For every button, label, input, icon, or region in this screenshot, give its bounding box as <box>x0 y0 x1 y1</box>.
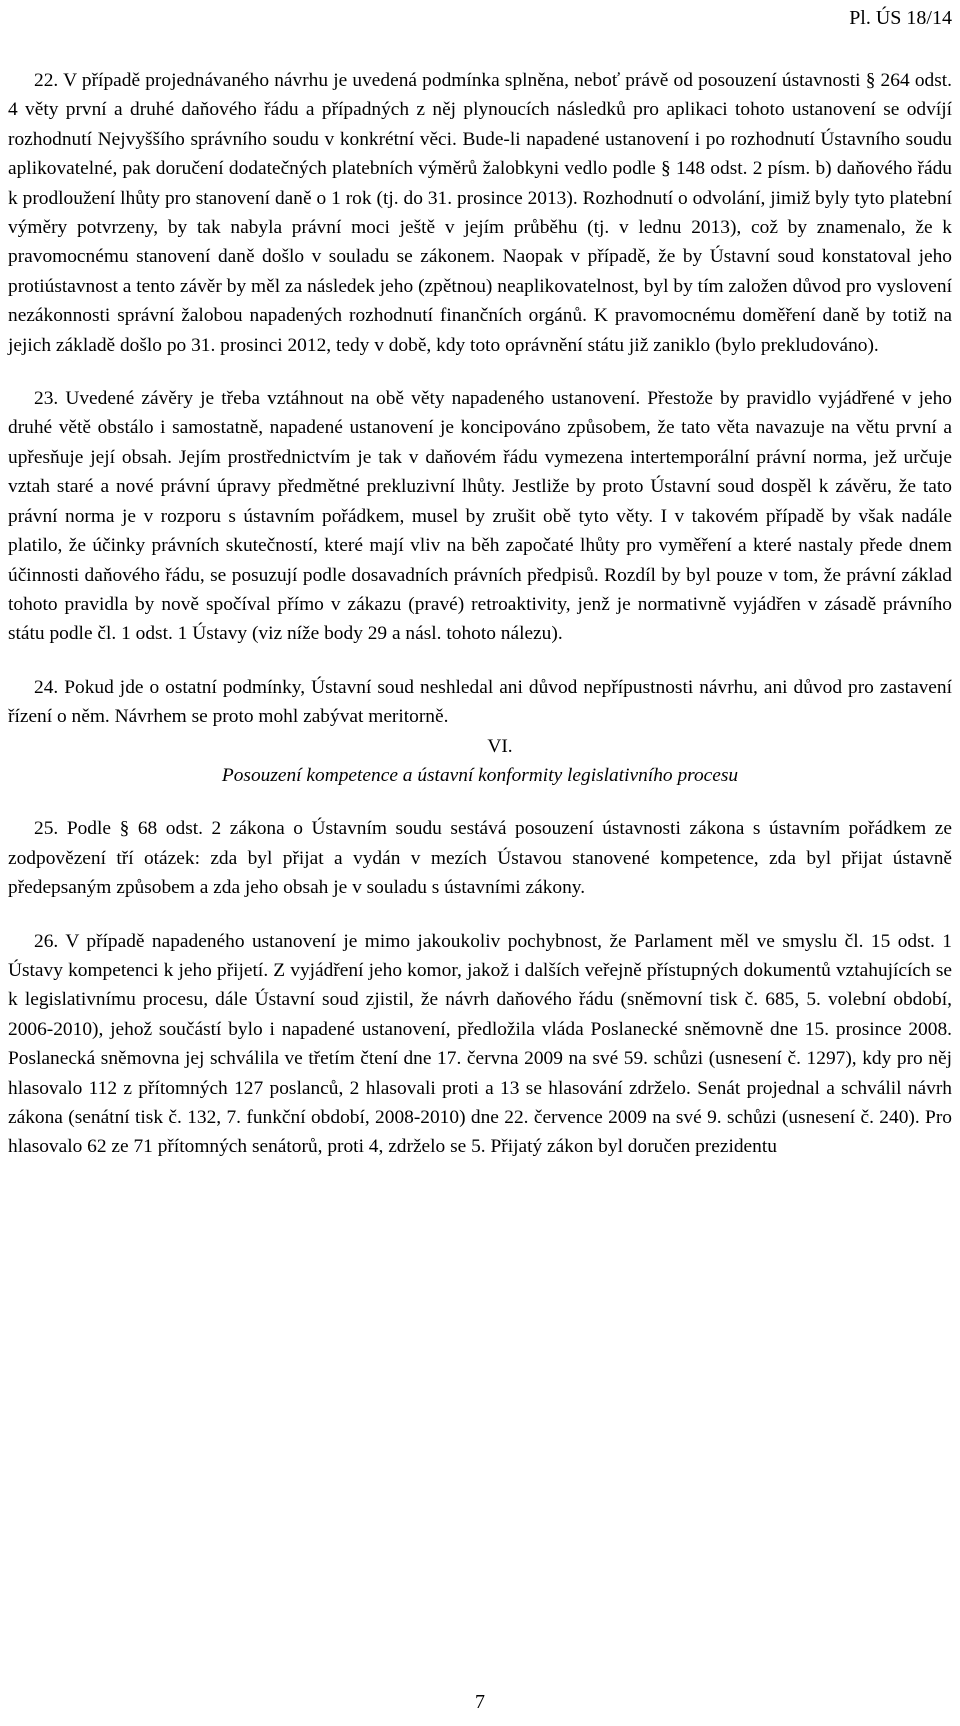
paragraph-24 <box>8 673 952 732</box>
paragraph-text: Uvedené závěry je třeba vztáhnout na obě věty napadeného ustanovení. Přestože by pravidlo vyjádřené v jeho druhé větě obstálo i samostatně, napadené ustanovení je koncipováno způsobem, že tato věta navazuje na větu první a upřesňuje její obsah. Jejím prostřednictvím je tak v daňovém řádu vymezena intertemporální právní norma, jež určuje vztah staré a nové právní úpravy předmětné prekluzivní lhůty. Jestliže by proto Ústavní soud dospěl k závěru, že tato právní norma je v rozporu s ústavním pořádkem, musel by zrušit obě tyto věty. I v takovém případě by však nadále platilo, že účinky právních skutečností, které mají vliv na běh započaté lhůty pro vyměření a které nastaly přede dnem účinnosti daňového řádu, se posuzují podle dosavadních právních předpisů. Rozdíl by byl pouze v tom, že právní základ tohoto pravidla by nově spočíval přímo v zákazu (pravé) retroaktivity, jenž je normativně vyjádřen v zásadě právního státu podle čl. 1 odst. 1 Ústavy (viz níže body 29 a násl. tohoto nálezu). <box>8 388 952 645</box>
paragraph-text: V případě napadeného ustanovení je mimo jakoukoliv pochybnost, že Parlament měl ve smyslu čl. 15 odst. 1 Ústavy kompetenci k jeho přijetí. Z vyjádření jeho komor, jakož i dalších veřejně přístupných dokumentů vztahujících se k legislativnímu procesu, dále Ústavní soud zjistil, že návrh daňového řádu (sněmovní tisk č. 685, 5. volební období, 2006-2010), jehož součástí bylo i napadené ustanovení, předložila vláda Poslanecké sněmovně dne 15. prosince 2008. Poslanecká sněmovna jej schválila ve třetím čtení dne 17. června 2009 na své 59. schůzi (usnesení č. 1297), kdy pro něj hlasovalo 112 z přítomných 127 poslanců, 2 hlasovali proti a 13 se hlasování zdrželo. Senát projednal a schválil návrh zákona (senátní tisk č. 132, 7. funkční období, 2008-2010) dne 22. července 2009 na své 9. schůzi (usnesení č. 240). Pro hlasovalo 62 ze 71 přítomných senátorů, proti 4, zdrželo se 5. Přijatý zákon byl doručen prezidentu <box>8 930 952 1158</box>
paragraph-23 <box>8 384 952 649</box>
paragraph-text: V případě projednávaného návrhu je uvedená podmínka splněna, neboť právě od posouzení ústavnosti § 264 odst. 4 věty první a druhé daňového řádu a případných z něj plynoucích následků pro aplikaci tohoto ustanovení se odvíjí rozhodnutí Nejvyššího správního soudu v konkrétní věci. Bude-li napadené ustanovení i po rozhodnutí Ústavního soudu aplikovatelné, pak doručení dodatečných platebních výměrů žalobkyni vedlo podle § 148 odst. 2 písm. b) daňového řádu k prodloužení lhůty pro stanovení daně o 1 rok (tj. do 31. prosince 2013). Rozhodnutí o odvolání, jimiž byly tyto platební výměry potvrzeny, by tak nabyla právní moci ještě v jejím průběhu (tj. v lednu 2013), což by znamenalo, že k pravomocnému stanovení daně došlo v souladu se zákonem. Naopak v případě, že by Ústavní soud konstatoval jeho protiústavnost a tento závěr by měl za následek jeho (zpětnou) neaplikovatelnost, byl by tím založen důvod pro vyslovení nezákonnosti správní žalobou napadených rozhodnutí finančních orgánů. K pravomocnému doměření daně by totiž na jejich základě došlo po 31. prosinci 2012, tedy v době, kdy toto oprávnění státu již zaniklo (bylo prekludováno). <box>8 70 952 356</box>
page-number: 7 <box>475 1691 485 1713</box>
paragraph-number: 23. <box>34 388 59 410</box>
paragraph-22 <box>8 66 952 360</box>
paragraph-text: Pokud jde o ostatní podmínky, Ústavní soud neshledal ani důvod nepřípustnosti návrhu, ani důvod pro zastavení řízení o něm. Návrhem se proto mohl zabývat meritorně. <box>8 676 952 728</box>
case-number: Pl. ÚS 18/14 <box>849 7 952 29</box>
paragraph-number: 24. <box>34 676 59 698</box>
document-body <box>8 66 952 1162</box>
paragraph-26 <box>8 927 952 1162</box>
paragraph-25 <box>8 814 952 902</box>
section-title: Posouzení kompetence a ústavní konformity legislativního procesu <box>221 764 739 786</box>
paragraph-text: Podle § 68 odst. 2 zákona o Ústavním soudu sestává posouzení ústavnosti zákona s ústavním pořádkem ze zodpovězení tří otázek: zda byl přijat a vydán v mezích Ústavou stanovené kompetence, zda byl přijat ústavně předepsaným způsobem a zda jeho obsah je v souladu s ústavními zákony. <box>8 818 952 899</box>
section-number: VI. <box>487 735 513 757</box>
paragraph-number: 26. <box>34 930 59 952</box>
paragraph-number: 22. <box>34 70 59 91</box>
paragraph-number: 25. <box>34 818 59 840</box>
